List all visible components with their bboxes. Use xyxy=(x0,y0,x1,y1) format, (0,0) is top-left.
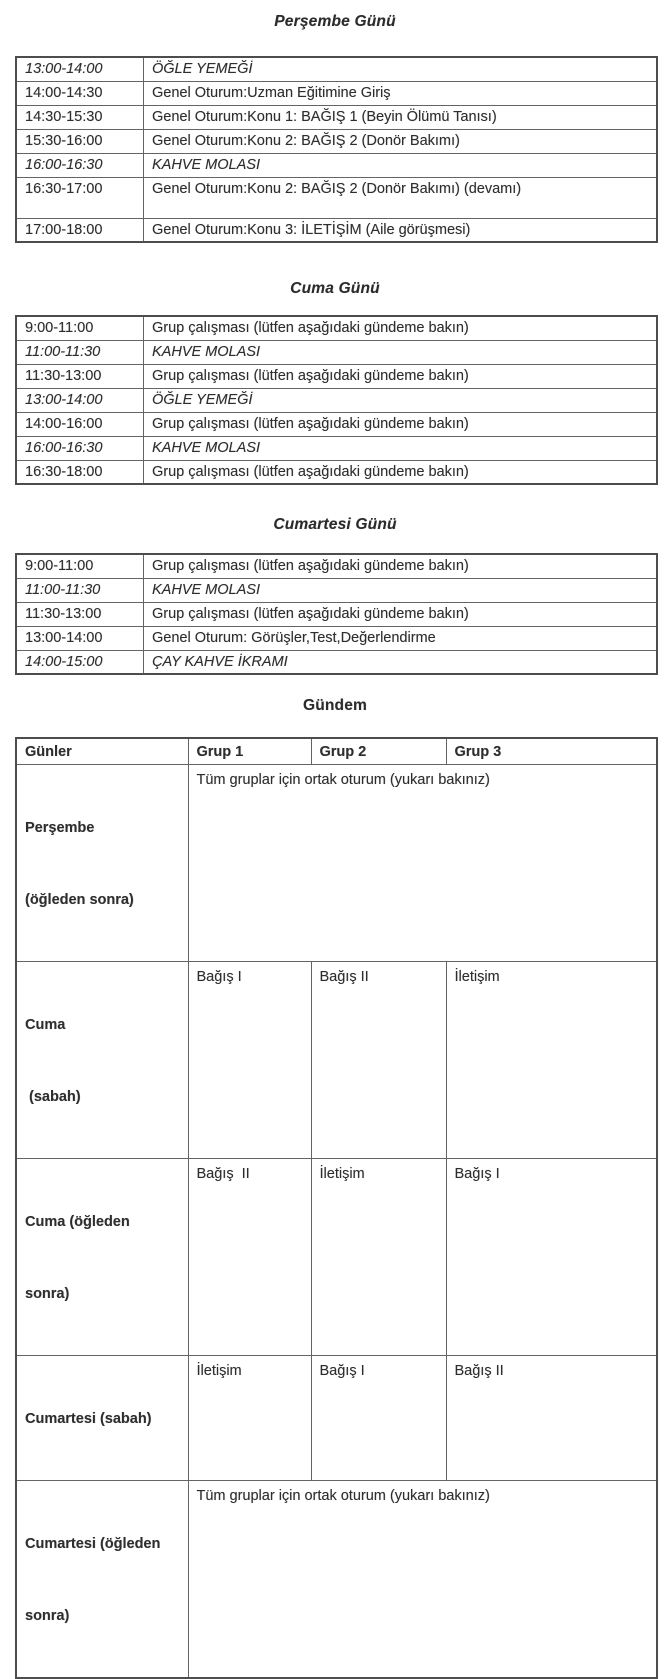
day-cell xyxy=(16,962,188,1159)
day-cell xyxy=(16,1356,188,1481)
time-cell: 14:30-15:30 xyxy=(16,105,144,129)
group-cell: İletişim xyxy=(446,962,657,1159)
activity-cell: Grup çalışması (lütfen aşağıdaki gündeme bakın) xyxy=(144,412,658,436)
schedule-row xyxy=(16,650,657,674)
activity-cell: KAHVE MOLASI xyxy=(144,578,658,602)
activity-cell: Grup çalışması (lütfen aşağıdaki gündeme bakın) xyxy=(144,460,658,484)
schedule-row xyxy=(16,105,657,129)
cumartesi-schedule-table xyxy=(15,553,658,675)
activity-cell: ÖĞLE YEMEĞİ xyxy=(144,57,658,81)
day-line: Cumartesi (sabah) xyxy=(25,1411,152,1427)
agenda-row xyxy=(16,1481,657,1679)
schedule-row xyxy=(16,364,657,388)
section-title-persembe: Perşembe Günü xyxy=(274,13,396,30)
activity-cell: Genel Oturum:Konu 2: BAĞIŞ 2 (Donör Bakımı) (devamı) xyxy=(144,177,658,218)
merged-session-cell: Tüm gruplar için ortak oturum (yukarı bakınız) xyxy=(188,765,657,962)
schedule-row xyxy=(16,626,657,650)
schedule-row xyxy=(16,412,657,436)
time-cell: 16:00-16:30 xyxy=(16,153,144,177)
agenda-header-gunler: Günler xyxy=(16,738,188,765)
time-cell: 13:00-14:00 xyxy=(16,626,144,650)
day-line: (sabah) xyxy=(25,1089,81,1105)
time-cell: 9:00-11:00 xyxy=(16,316,144,340)
schedule-row xyxy=(16,340,657,364)
section-title-cuma: Cuma Günü xyxy=(290,280,380,297)
time-cell: 14:00-16:00 xyxy=(16,412,144,436)
time-cell: 11:30-13:00 xyxy=(16,364,144,388)
agenda-row xyxy=(16,1159,657,1356)
group-cell: İletişim xyxy=(188,1356,311,1481)
activity-cell: KAHVE MOLASI xyxy=(144,436,658,460)
group-cell: Bağış I xyxy=(311,1356,446,1481)
time-cell: 14:00-15:00 xyxy=(16,650,144,674)
activity-cell: KAHVE MOLASI xyxy=(144,153,658,177)
activity-cell: Genel Oturum: Görüşler,Test,Değerlendirme xyxy=(144,626,658,650)
schedule-row xyxy=(16,602,657,626)
day-line: Cumartesi (öğleden xyxy=(25,1536,161,1552)
time-cell: 16:30-17:00 xyxy=(16,177,144,218)
activity-cell: Grup çalışması (lütfen aşağıdaki gündeme bakın) xyxy=(144,554,658,578)
day-line: (öğleden sonra) xyxy=(25,892,134,908)
activity-cell: ÇAY KAHVE İKRAMI xyxy=(144,650,658,674)
time-cell: 11:30-13:00 xyxy=(16,602,144,626)
activity-cell: Grup çalışması (lütfen aşağıdaki gündeme bakın) xyxy=(144,364,658,388)
merged-session-cell: Tüm gruplar için ortak oturum (yukarı bakınız) xyxy=(188,1481,657,1679)
day-line: sonra) xyxy=(25,1286,70,1302)
agenda-header-grup2: Grup 2 xyxy=(311,738,446,765)
agenda-header-grup3: Grup 3 xyxy=(446,738,657,765)
agenda-row xyxy=(16,765,657,962)
persembe-schedule-table xyxy=(15,56,658,243)
agenda-header-grup1: Grup 1 xyxy=(188,738,311,765)
schedule-row xyxy=(16,578,657,602)
schedule-row xyxy=(16,218,657,242)
day-line: sonra) xyxy=(25,1608,70,1624)
group-cell: Bağış II xyxy=(311,962,446,1159)
day-line: Cuma xyxy=(25,1017,66,1033)
day-line: Perşembe xyxy=(25,820,95,836)
activity-cell: Grup çalışması (lütfen aşağıdaki gündeme bakın) xyxy=(144,602,658,626)
time-cell: 14:00-14:30 xyxy=(16,81,144,105)
group-cell: Bağış II xyxy=(188,1159,311,1356)
day-cell xyxy=(16,1159,188,1356)
time-cell: 15:30-16:00 xyxy=(16,129,144,153)
section-title-cumartesi: Cumartesi Günü xyxy=(273,516,397,533)
section-title-gundem: Gündem xyxy=(302,697,368,714)
activity-cell: Genel Oturum:Konu 2: BAĞIŞ 2 (Donör Bakımı) xyxy=(144,129,658,153)
schedule-row xyxy=(16,436,657,460)
schedule-row xyxy=(16,388,657,412)
group-cell: Bağış I xyxy=(446,1159,657,1356)
schedule-row xyxy=(16,316,657,340)
schedule-row xyxy=(16,57,657,81)
group-cell: Bağış I xyxy=(188,962,311,1159)
agenda-row xyxy=(16,1356,657,1481)
activity-cell: ÖĞLE YEMEĞİ xyxy=(144,388,658,412)
schedule-row xyxy=(16,129,657,153)
activity-cell: Genel Oturum:Konu 1: BAĞIŞ 1 (Beyin Ölümü Tanısı) xyxy=(144,105,658,129)
time-cell: 9:00-11:00 xyxy=(16,554,144,578)
agenda-table xyxy=(15,737,658,1679)
cuma-schedule-table xyxy=(15,315,658,485)
schedule-row xyxy=(16,460,657,484)
time-cell: 17:00-18:00 xyxy=(16,218,144,242)
schedule-row xyxy=(16,153,657,177)
time-cell: 16:30-18:00 xyxy=(16,460,144,484)
schedule-row xyxy=(16,554,657,578)
agenda-header-row xyxy=(16,738,657,765)
agenda-row xyxy=(16,962,657,1159)
activity-cell: Genel Oturum:Konu 3: İLETİŞİM (Aile görüşmesi) xyxy=(144,218,658,242)
schedule-row xyxy=(16,81,657,105)
group-cell: Bağış II xyxy=(446,1356,657,1481)
day-line: Cuma (öğleden xyxy=(25,1214,130,1230)
time-cell: 13:00-14:00 xyxy=(16,388,144,412)
activity-cell: Genel Oturum:Uzman Eğitimine Giriş xyxy=(144,81,658,105)
time-cell: 16:00-16:30 xyxy=(16,436,144,460)
activity-cell: KAHVE MOLASI xyxy=(144,340,658,364)
time-cell: 13:00-14:00 xyxy=(16,57,144,81)
time-cell: 11:00-11:30 xyxy=(16,578,144,602)
schedule-row xyxy=(16,177,657,218)
day-cell xyxy=(16,765,188,962)
day-cell xyxy=(16,1481,188,1679)
group-cell: İletişim xyxy=(311,1159,446,1356)
activity-cell: Grup çalışması (lütfen aşağıdaki gündeme bakın) xyxy=(144,316,658,340)
time-cell: 11:00-11:30 xyxy=(16,340,144,364)
